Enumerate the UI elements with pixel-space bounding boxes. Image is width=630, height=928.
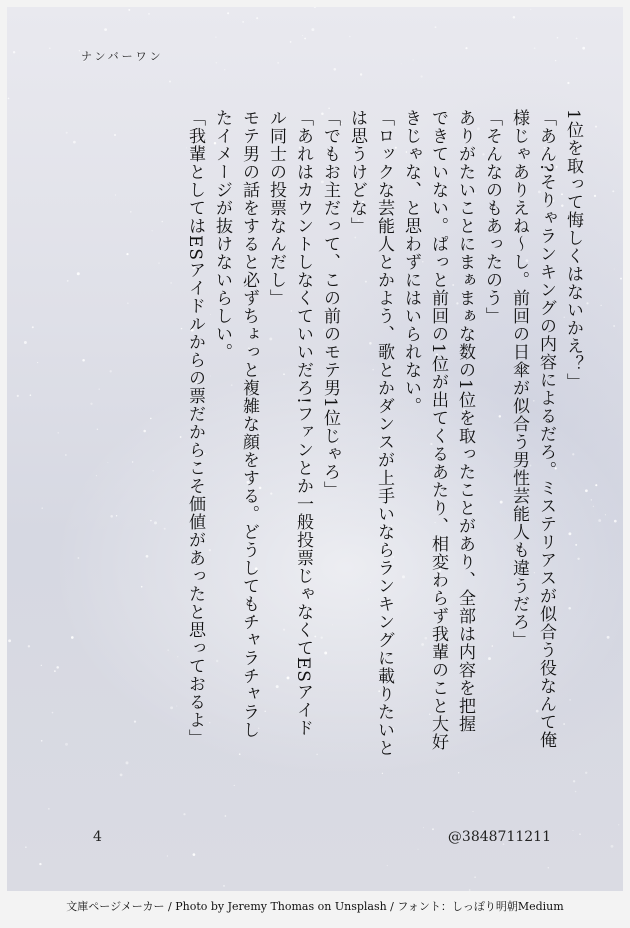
text-line: 「我輩としてはESアイドルからの票だからこそ価値があったと思っておるよ」 [185, 109, 205, 748]
star-dot [168, 650, 169, 651]
star-dot [99, 389, 100, 390]
star-dot [30, 394, 32, 396]
star-dot [97, 429, 98, 430]
star-dot [71, 636, 74, 639]
star-dot [154, 521, 157, 524]
star-dot [66, 132, 68, 134]
star-dot [595, 126, 597, 128]
text-line: 様じゃありえね〜し。前回の日傘が似合う男性芸能人も違うだろ」 [509, 109, 529, 649]
star-dot [65, 454, 66, 455]
star-dot [110, 370, 112, 372]
star-dot [114, 134, 116, 136]
star-dot [193, 853, 196, 856]
star-dot [32, 326, 34, 328]
star-dot [242, 21, 244, 23]
star-dot [141, 586, 143, 588]
star-dot [573, 830, 574, 831]
star-dot [115, 194, 116, 195]
star-dot [150, 418, 152, 420]
star-dot [614, 269, 615, 270]
star-dot [576, 38, 578, 40]
star-dot [567, 82, 569, 84]
star-dot [311, 28, 314, 31]
star-dot [25, 847, 26, 848]
star-dot [586, 302, 588, 304]
star-dot [177, 656, 178, 657]
star-dot [176, 706, 177, 707]
star-dot [148, 13, 150, 15]
star-dot [37, 362, 38, 363]
star-dot [333, 68, 336, 71]
star-dot [107, 462, 108, 463]
star-dot [595, 484, 597, 486]
star-dot [579, 833, 580, 834]
star-dot [82, 359, 85, 362]
text-line: 「あん?そりゃランキングの内容によるだろ。ミステリアスが似合う役なんて俺 [536, 109, 556, 750]
star-dot [8, 639, 11, 642]
vertical-text-block [181, 109, 586, 829]
star-dot [126, 761, 129, 764]
star-dot [224, 69, 225, 70]
star-dot [96, 475, 97, 476]
text-line: 「ロックな芸能人とかよう、歌とかダンスが上手いならランキングに載りたいと [374, 109, 394, 757]
star-dot [216, 62, 217, 63]
star-dot [8, 98, 10, 100]
star-dot [612, 190, 614, 192]
text-line: たイメージが抜けないらしい。 [212, 109, 232, 361]
star-dot [132, 461, 133, 462]
star-dot [314, 7, 316, 8]
text-line: きじゃな、と思わずにはいられない。 [401, 109, 421, 415]
star-dot [120, 774, 123, 777]
author-handle: @3848711211 [447, 829, 551, 845]
star-dot [548, 867, 549, 868]
star-dot [170, 706, 173, 709]
star-dot [54, 670, 56, 672]
star-dot [618, 824, 619, 825]
text-line: 「あれはカウントしなくていいだろ!ファンとか一般投票じゃなくてESアイド [293, 109, 313, 737]
text-line: ル同士の投票なんだし」 [266, 109, 286, 307]
star-dot [387, 865, 388, 866]
star-dot [58, 432, 59, 433]
star-dot [24, 341, 27, 344]
star-dot [116, 515, 117, 516]
text-line: 1位を取って悔しくはないかえ？」 [563, 109, 583, 391]
star-dot [104, 28, 107, 31]
star-dot [90, 403, 92, 405]
star-dot [169, 80, 171, 82]
star-dot [215, 37, 216, 38]
star-dot [469, 889, 471, 891]
star-dot [593, 506, 594, 507]
star-dot [613, 325, 615, 327]
star-dot [591, 499, 592, 500]
star-dot [277, 62, 278, 63]
star-dot [143, 430, 146, 433]
star-dot [513, 16, 516, 19]
page-number: 4 [93, 829, 102, 845]
star-dot [41, 665, 42, 666]
star-dot [167, 855, 168, 856]
star-dot [401, 63, 402, 64]
star-dot [49, 48, 51, 50]
star-dot [474, 876, 476, 878]
credit-line: 文庫ページメーカー / Photo by Jeremy Thomas on Unsplash / フォント：しっぽり明朝Medium [66, 900, 564, 913]
star-dot [302, 35, 303, 36]
star-dot [598, 519, 601, 522]
star-dot [78, 557, 80, 559]
star-dot [418, 849, 419, 850]
text-line: モテ男の話をすると必ずちょっと複雑な顔をする。どうしてもチャラチャラし [239, 109, 259, 739]
star-dot [17, 395, 19, 397]
star-dot [614, 520, 617, 523]
star-dot [420, 75, 422, 77]
star-dot [126, 253, 128, 255]
star-dot [435, 26, 437, 28]
star-dot [134, 721, 136, 723]
star-dot [223, 885, 225, 887]
star-dot [67, 280, 69, 282]
star-dot [65, 743, 68, 746]
star-dot [79, 50, 80, 51]
star-dot [594, 195, 596, 197]
star-dot [150, 520, 151, 521]
text-line: ありがたいことにまぁまぁな数の1位を取ったことがあり、全部は内容を把握 [455, 109, 475, 733]
star-dot [600, 305, 601, 306]
star-dot [48, 808, 49, 809]
star-dot [110, 515, 113, 518]
star-dot [605, 514, 606, 515]
star-dot [39, 863, 41, 865]
star-dot [56, 666, 59, 669]
text-line: できていない。ぱっと前回の1位が出てくるあたり、相変わらず我輩のこと大好 [428, 109, 448, 751]
star-dot [13, 51, 15, 53]
star-dot [41, 740, 43, 742]
star-dot [73, 141, 76, 144]
star-dot [227, 12, 229, 14]
star-dot [42, 508, 43, 509]
star-dot [349, 36, 351, 38]
star-dot [52, 712, 54, 714]
star-dot [304, 38, 306, 40]
star-dot [534, 47, 536, 49]
star-dot [290, 41, 292, 43]
star-dot [128, 9, 130, 11]
star-dot [170, 282, 172, 284]
star-dot [611, 845, 614, 848]
chapter-title: ナンバーワン [81, 50, 164, 63]
star-dot [28, 645, 30, 647]
star-dot [152, 230, 153, 231]
star-dot [360, 73, 362, 75]
star-dot [530, 9, 531, 10]
star-dot [77, 272, 80, 275]
star-dot [153, 470, 154, 471]
star-dot [130, 211, 131, 212]
star-dot [620, 278, 622, 280]
star-dot [607, 636, 610, 639]
star-dot [582, 47, 585, 50]
star-dot [555, 60, 556, 61]
star-dot [557, 37, 559, 39]
book-page [7, 7, 623, 891]
star-dot [256, 17, 258, 19]
text-line: 「そんなのもあったのう」 [482, 109, 502, 325]
star-dot [127, 303, 128, 304]
star-dot [465, 47, 467, 49]
text-line: 「でもお主だって、この前のモテ男1位じゃろ」 [320, 109, 340, 499]
star-dot [146, 555, 149, 558]
star-dot [413, 59, 414, 60]
star-dot [162, 221, 164, 223]
text-line: は思うけどな」 [347, 109, 367, 235]
star-dot [164, 528, 166, 530]
star-dot [158, 262, 159, 263]
